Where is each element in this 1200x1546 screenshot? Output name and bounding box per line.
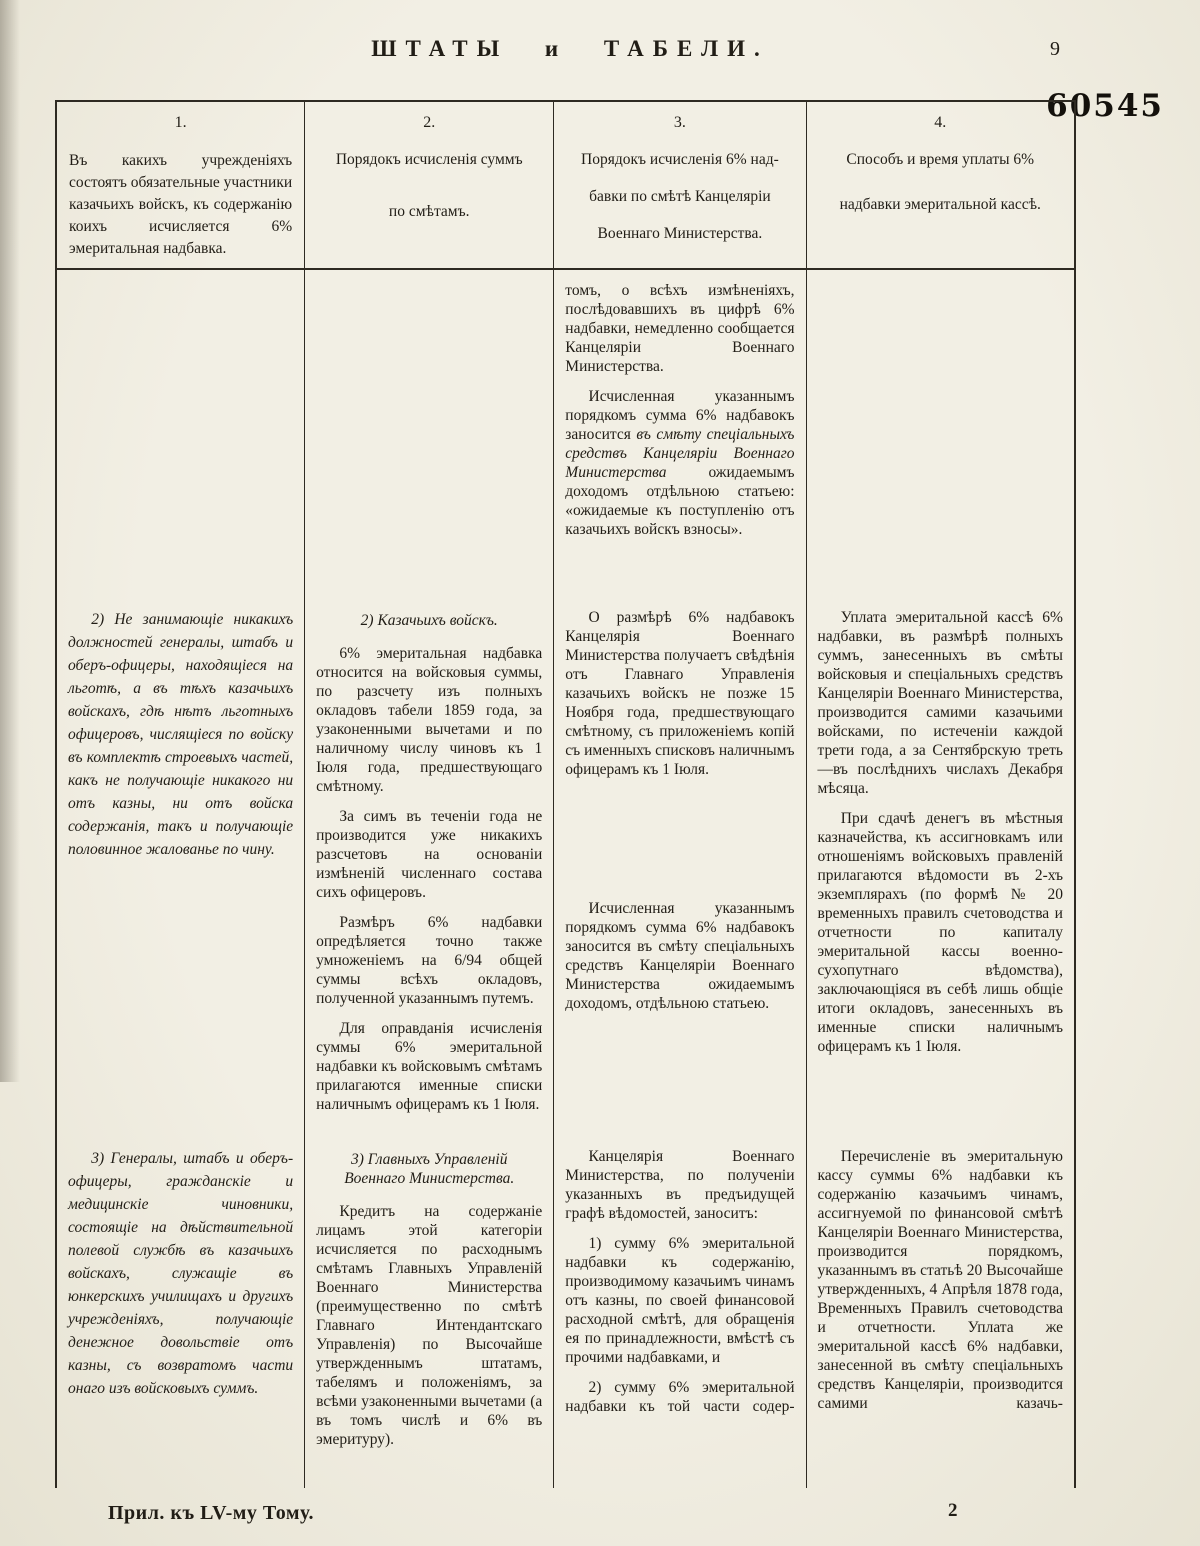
- text-span-italic: въ смѣту спеціальныхъ средствъ Канцеляріи Военнаго Министерства: [565, 426, 795, 481]
- table: [55, 100, 1076, 1488]
- text-span: ожидаемымъ доходомъ отдѣльною статьею: «ожидаемые къ поступленію отъ казачьихъ войскъ взносы».: [565, 464, 795, 538]
- paragraph: томъ, о всѣхъ измѣненіяхъ, послѣдовавшихъ въ цифрѣ 6% надбавки, немедленно сообщается Канцеляріи Военнаго Министерства.: [565, 282, 795, 375]
- cell-heading: 3) Главныхъ Управленій Военнаго Министерства.: [344, 1151, 515, 1187]
- paragraph: Перечисленіе въ эмеритальную кассу суммы 6% надбавки къ содержанію казачьимъ чинамъ, ассигнуемой по финансовой смѣтѣ Канцеляріи Военнаго Министерства, производится порядкомъ, указаннымъ въ статьѣ 20 Высочайше утвержденныхъ, 4 Апрѣля 1878 года, Временныхъ Правилъ счетоводства и отчетности. Уплата же эмеритальной кассѣ 6% надбавки, занесенной въ смѣту спеціальныхъ средствъ Канцеляріи, производится самими казачь-: [817, 1148, 1063, 1412]
- column-number: 4.: [934, 114, 947, 131]
- cell-item2-col2: [305, 597, 554, 1136]
- page-title: ШТАТЫ и ТАБЕЛИ.: [371, 36, 769, 61]
- column-number: 1.: [174, 114, 187, 131]
- column-number: 2.: [423, 114, 436, 131]
- header-line: Порядокъ исчисленія 6% над-: [581, 151, 779, 168]
- paragraph: При сдачѣ денегъ въ мѣстныя казначейства, къ ассигновкамъ или отношеніямъ войсковыхъ правленій прилагаются вѣдомости въ 2-хъ экземплярахъ (по формѣ № 20 временныхъ правилъ счетоводства и отчетности по капиталу эмеритальной кассы военно-сухопутнаго вѣдомства), заключающіяся въ себѣ лишь общіе итоги окладовъ, занесенныхъ въ именные списки наличнымъ офицерамъ къ 1 Іюля.: [817, 810, 1063, 1055]
- paragraph: 3) Генералы, штабъ и оберъ-офицеры, гражданскіе и медицинскіе чиновники, состоящіе на дѣйствительной полевой службѣ въ казачьихъ войскахъ, служащіе въ юнкерскихъ училищахъ и другихъ учрежденіяхъ, получающіе денежное довольствіе отъ казны, съ возвратомъ части онаго изъ войсковыхъ суммъ.: [68, 1150, 294, 1397]
- paragraph: Для оправданія исчисленія суммы 6% эмеритальной надбавки къ войсковымъ смѣтамъ прилагаются именные списки наличнымъ офицерамъ къ 1 Іюля.: [316, 1020, 543, 1113]
- cell-continuation: [554, 270, 806, 597]
- cell-item2-col4: [807, 597, 1074, 1136]
- header-line: надбавки эмеритальной кассѣ.: [839, 196, 1041, 213]
- table-body: [57, 270, 1074, 1488]
- cell-item3-col4: [807, 1136, 1074, 1488]
- paragraph: 2) Не занимающіе никакихъ должностей генералы, штабъ и оберъ-офицеры, находящіеся на льготѣ, а въ тѣхъ казачьихъ войскахъ, гдѣ нѣтъ льготныхъ офицеровъ, числящіеся по войску въ комплектѣ строевыхъ частей, какъ не получающіе никакого ни отъ казны, ни отъ войска содержанія, такъ и получающіе половинное жалованье по чину.: [68, 611, 294, 858]
- page-number: 9: [1050, 38, 1060, 60]
- table-header-col1: [57, 102, 305, 268]
- table-header-col2: [305, 102, 554, 268]
- paragraph: За симъ въ теченіи года не производится уже никакихъ разсчетовъ на основаніи измѣненій численнаго состава сихъ офицеровъ.: [316, 808, 543, 901]
- cell-item2-col3: [554, 597, 806, 1136]
- cell-item3-col3: [554, 1136, 806, 1488]
- column-number: 3.: [673, 114, 686, 131]
- header-line: Военнаго Министерства.: [597, 225, 763, 242]
- paragraph: Размѣръ 6% надбавки опредѣляется точно также умноженіемъ на 6/94 общей суммы всѣхъ окладовъ, полученной указаннымъ путемъ.: [316, 914, 543, 1007]
- cell-item3-col2: [305, 1136, 554, 1488]
- paragraph: Исчисленная указаннымъ порядкомъ сумма 6% надбавокъ заносится въ смѣту спеціальныхъ средствъ Канцеляріи Военнаго Министерства ожидаемымъ доходомъ, отдѣльною статьею.: [565, 900, 795, 1012]
- text-span: Исчисленная указаннымъ порядкомъ сумма 6% надбавокъ заносится: [565, 388, 795, 443]
- cell-item3-col1: [57, 1136, 305, 1488]
- paragraph: О размѣрѣ 6% надбавокъ Канцелярія Военнаго Министерства получаетъ свѣдѣнія отъ Главнаго Управленія казачьихъ войскъ не позже 15 Ноября года, предшествующаго смѣтному, съ приложеніемъ копій съ именныхъ списковъ наличнымъ офицерамъ къ 1 Іюля.: [565, 609, 795, 778]
- cell-empty: [807, 270, 1074, 597]
- paragraph: 1) сумму 6% эмеритальной надбавки къ содержанію, производимому казачьимъ чинамъ отъ казны, по своей финансовой расходной смѣтѣ, для обращенія ея по принадлежности, вмѣстѣ съ прочими надбавками, и: [565, 1235, 795, 1366]
- paragraph: Канцелярія Военнаго Министерства, по полученіи указанныхъ въ предъидущей графѣ вѣдомостей, заноситъ:: [565, 1148, 795, 1222]
- paragraph: 6% эмеритальная надбавка относится на войсковыя суммы, по разсчету изъ полныхъ окладовъ табели 1859 года, за узаконенными вычетами и по наличному числу чиновъ къ 1 Іюля года, предшествующаго смѣтному.: [316, 645, 543, 795]
- header-line: по смѣтамъ.: [388, 203, 470, 220]
- header-line: Порядокъ исчисленія суммъ: [335, 151, 523, 168]
- cell-heading: 2) Казачьихъ войскъ.: [360, 612, 498, 629]
- paragraph: 2) сумму 6% эмеритальной надбавки къ той части содер-: [565, 1379, 795, 1415]
- cell-item2-col1: [57, 597, 305, 1136]
- table-header-row: [57, 102, 1074, 270]
- header-line: Способъ и время уплаты 6%: [846, 151, 1035, 168]
- header-line: бавки по смѣтѣ Канцеляріи: [589, 188, 771, 205]
- table-header-col4: [807, 102, 1074, 268]
- stamp-number: 60545: [1046, 88, 1164, 124]
- table-header-col3: [554, 102, 806, 268]
- paragraph: [565, 387, 794, 539]
- header-text: Въ какихъ учрежденіяхъ состоятъ обязательные участники казачьихъ войскъ, къ содержанію коихъ исчисляется 6% эмеритальная надбавка.: [69, 152, 293, 257]
- appendix-note: Прил. къ LV-му Тому.: [108, 1502, 315, 1524]
- paragraph: Кредитъ на содержаніе лицамъ этой категоріи исчисляется по расходнымъ смѣтамъ Главныхъ Управленій Военнаго Министерства (преимущественно по смѣтѣ Главнаго Интендантскаго Управленія) по Высочайше утвержденнымъ штатамъ, табелямъ и положеніямъ, за всѣми узаконенными вычетами (а въ томъ числѣ и 6% въ эмеритуру).: [316, 1203, 543, 1448]
- cell-empty: [57, 270, 305, 597]
- sheet-number: 2: [948, 1500, 958, 1521]
- paragraph: Уплата эмеритальной кассѣ 6% надбавки, въ размѣрѣ полныхъ суммъ, занесенныхъ въ смѣты войсковыя и спеціальныхъ средствъ Канцеляріи Военнаго Министерства, производится самими казачьими войсками, по истеченіи каждой трети года, а за Сентябрскую треть—въ послѣднихъ числахъ Декабря мѣсяца.: [817, 609, 1063, 797]
- cell-empty: [305, 270, 554, 597]
